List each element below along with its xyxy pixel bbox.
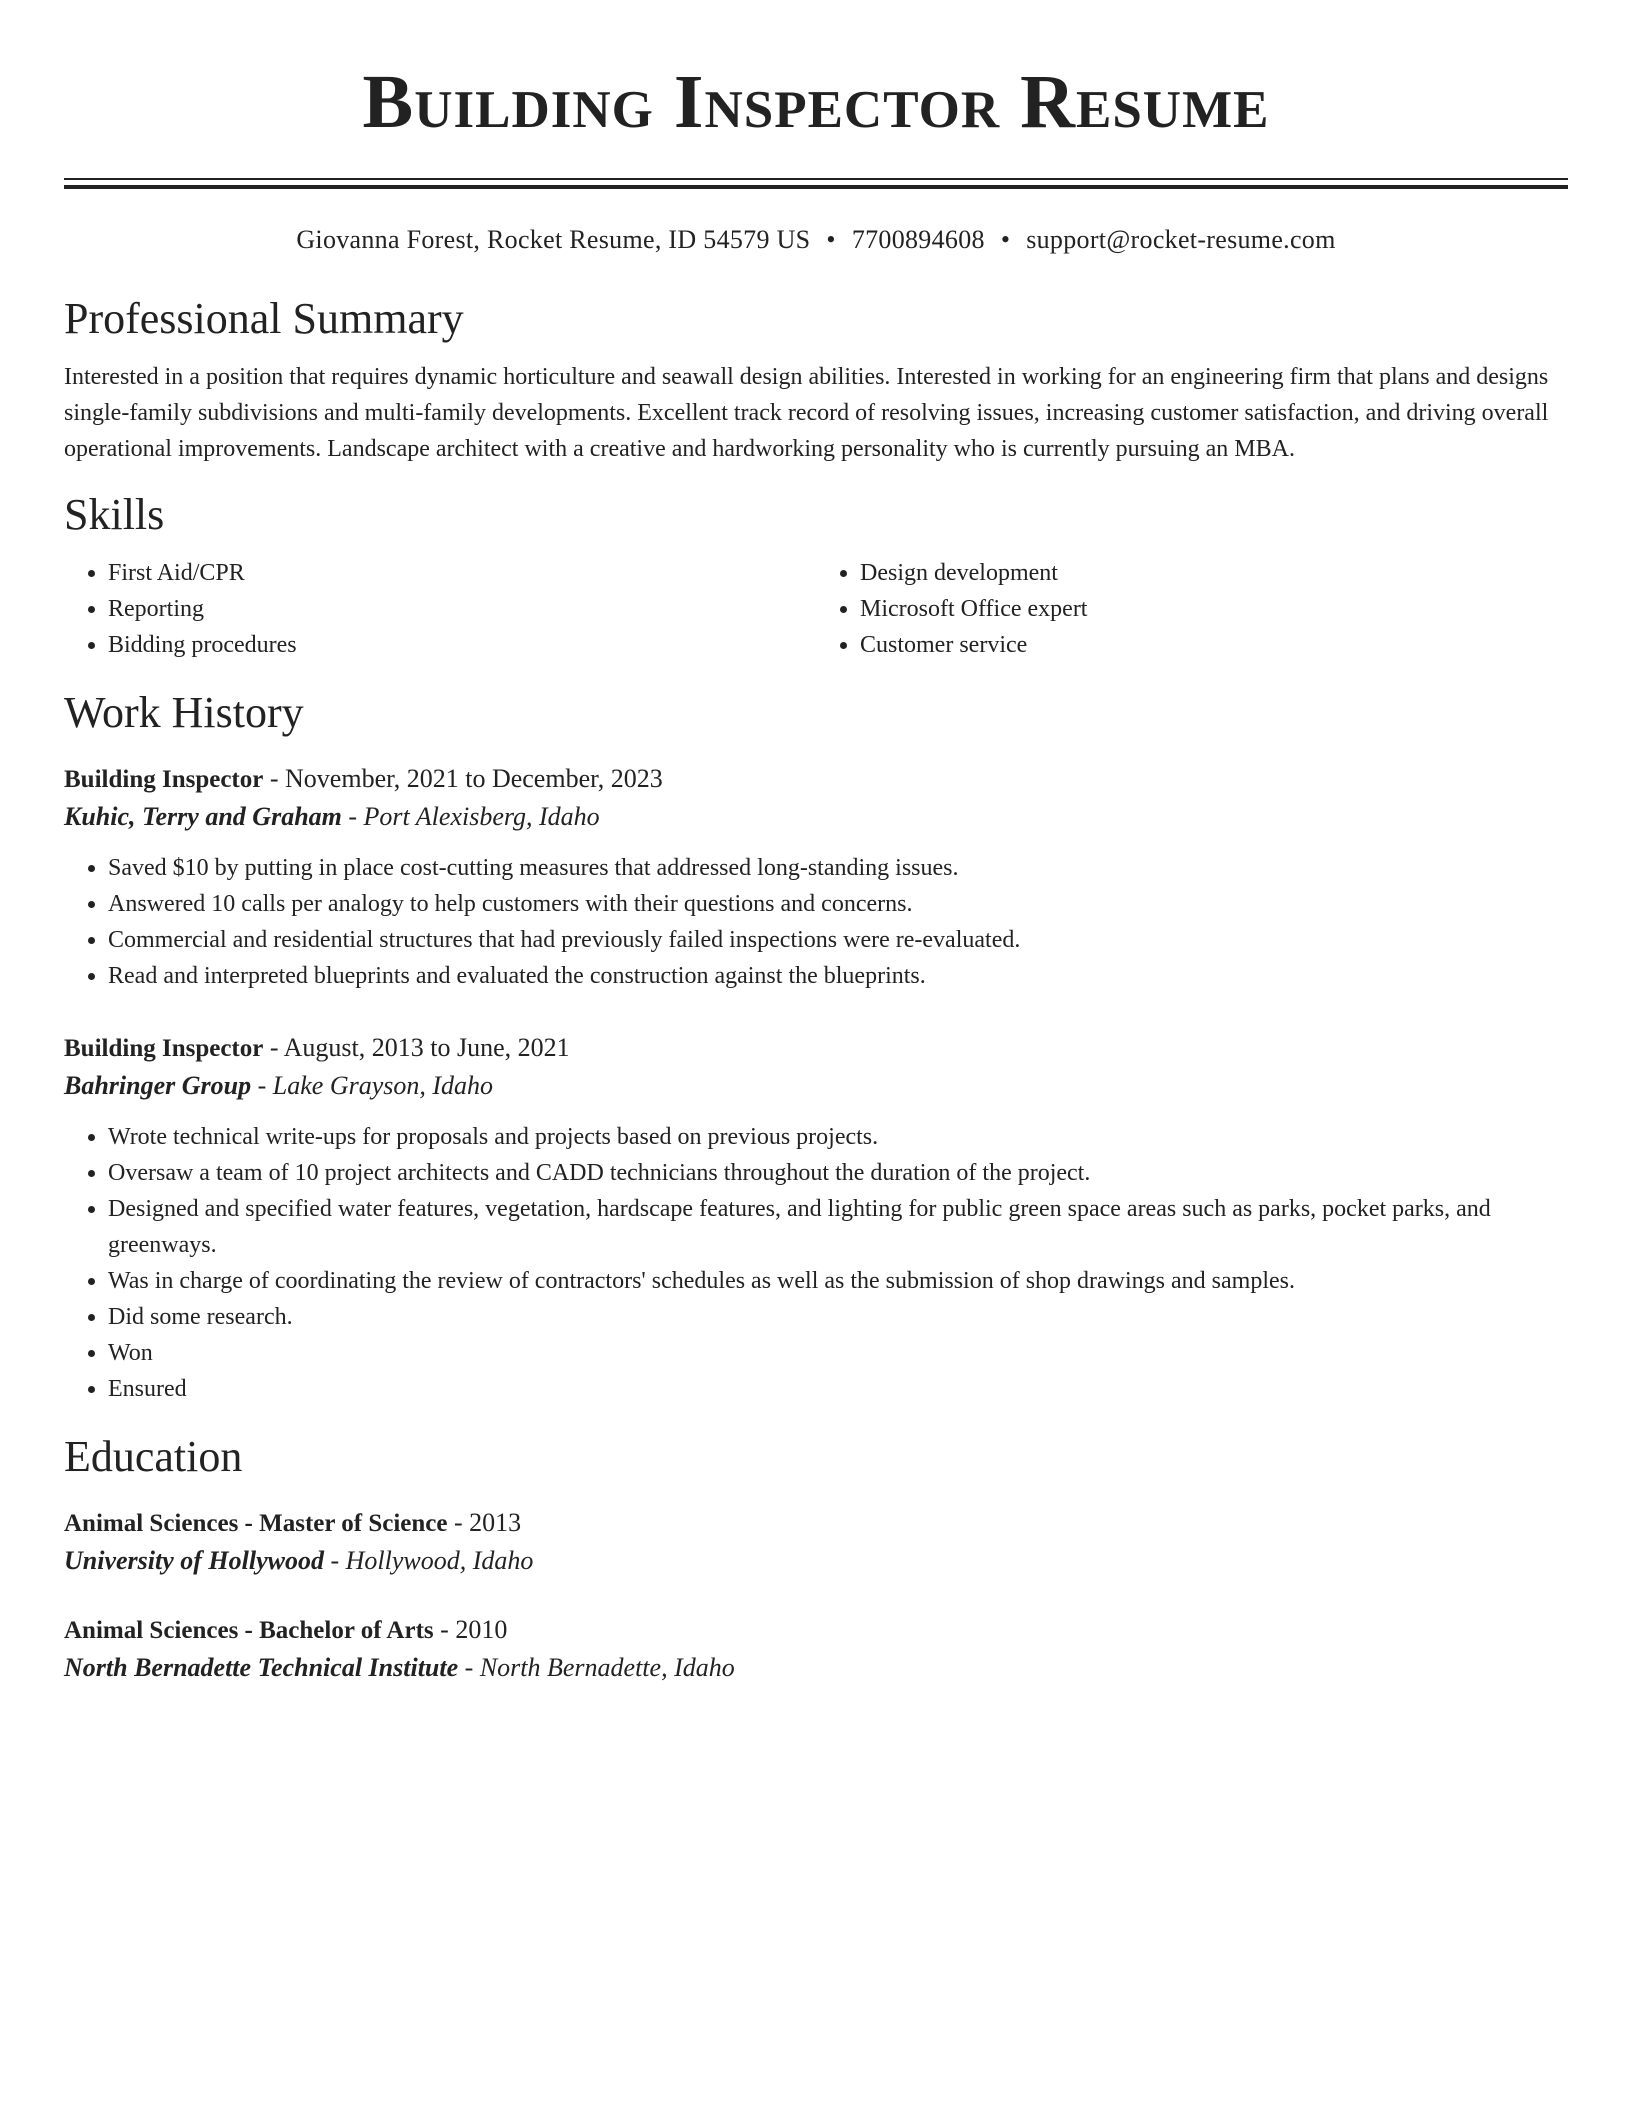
summary-heading: Professional Summary: [64, 294, 464, 343]
dash: -: [269, 764, 279, 793]
education-heading: Education: [64, 1432, 243, 1481]
job-bullet: • Designed and specified water features, vegetation, hardscape features, and lighting for public green space areas such as parks, pocket parks, and greenways.: [108, 1191, 1568, 1263]
contact-line: [64, 223, 1568, 257]
job-title-line: [64, 761, 1568, 798]
work-history-section: [64, 687, 1568, 1407]
job-bullet: • Answered 10 calls per analogy to help customers with their questions and concerns.: [108, 886, 1568, 922]
education-entry: [64, 1612, 1568, 1687]
job-bullet: • Did some research.: [108, 1299, 1568, 1335]
job-title: Building Inspector: [64, 766, 264, 793]
job-company: Kuhic, Terry and Graham: [64, 802, 342, 831]
dash: -: [257, 1071, 267, 1100]
job-bullet: • Saved $10 by putting in place cost-cutting measures that addressed long-standing issues.: [108, 850, 1568, 886]
skill-item: • Design development: [860, 555, 1568, 591]
school-name: University of Hollywood: [64, 1546, 324, 1575]
summary-section: [64, 293, 1568, 467]
skills-list-right: [816, 555, 1568, 663]
school-line: [64, 1649, 1568, 1687]
skills-list-left: [64, 555, 816, 663]
contact-email: support@rocket-resume.com: [1026, 225, 1336, 254]
graduation-year: 2013: [469, 1508, 522, 1537]
job-bullets: [64, 850, 1568, 994]
job-bullet: • Was in charge of coordinating the review of contractors' schedules as well as the submission of shop drawings and samples.: [108, 1263, 1568, 1299]
degree: Animal Sciences - Master of Science: [64, 1510, 448, 1537]
skill-item: • Bidding procedures: [108, 627, 816, 663]
education-entry: [64, 1505, 1568, 1580]
job-location: Lake Grayson, Idaho: [272, 1071, 494, 1100]
skills-columns: [64, 555, 1568, 663]
dash: -: [348, 802, 358, 831]
dash: -: [330, 1546, 340, 1575]
contact-separator: •: [826, 225, 836, 254]
title-divider: [64, 178, 1568, 189]
school-location: Hollywood, Idaho: [345, 1546, 534, 1575]
dash: -: [440, 1615, 449, 1644]
job-bullet: • Read and interpreted blueprints and evaluated the construction against the blueprints.: [108, 958, 1568, 994]
job-company-line: [64, 1067, 1568, 1105]
graduation-year: 2010: [455, 1615, 508, 1644]
job-bullet: • Won: [108, 1335, 1568, 1371]
skills-heading: Skills: [64, 490, 165, 539]
job-title: Building Inspector: [64, 1035, 264, 1062]
skill-item: • Reporting: [108, 591, 816, 627]
resume-title: Building Inspector Resume: [362, 60, 1270, 144]
job-location: Port Alexisberg, Idaho: [363, 802, 600, 831]
job-company-line: [64, 798, 1568, 836]
skill-item: • Customer service: [860, 627, 1568, 663]
contact-phone: 7700894608: [851, 225, 985, 254]
contact-address: Giovanna Forest, Rocket Resume, ID 54579 US: [296, 225, 811, 254]
job-dates: November, 2021 to December, 2023: [285, 764, 663, 793]
school-line: [64, 1542, 1568, 1580]
summary-text: Interested in a position that requires dynamic horticulture and seawall design abilities. Interested in working for an engineering firm that plans and designs single-family subdivisions and multi-family developments. Excellent track record of resolving issues, increasing customer satisfaction, and driving overall operational improvements. Landscape architect with a creative and hardworking personality who is currently pursuing an MBA.: [64, 364, 1549, 462]
job-entry: [64, 761, 1568, 994]
job-dates: August, 2013 to June, 2021: [283, 1033, 570, 1062]
skill-item: • Microsoft Office expert: [860, 591, 1568, 627]
dash: -: [269, 1033, 279, 1062]
job-bullet: • Oversaw a team of 10 project architects and CADD technicians throughout the duration of the project.: [108, 1155, 1568, 1191]
job-bullets: [64, 1119, 1568, 1407]
job-bullet: • Wrote technical write-ups for proposals and projects based on previous projects.: [108, 1119, 1568, 1155]
work-history-heading: Work History: [64, 688, 304, 737]
dash: -: [453, 1508, 463, 1537]
degree: Animal Sciences - Bachelor of Arts: [64, 1617, 434, 1644]
school-name: North Bernadette Technical Institute: [64, 1653, 459, 1682]
dash: -: [464, 1653, 474, 1682]
job-bullet: • Ensured: [108, 1371, 1568, 1407]
skill-item: • First Aid/CPR: [108, 555, 816, 591]
job-bullet: • Commercial and residential structures that had previously failed inspections were re-evaluated.: [108, 922, 1568, 958]
job-entry: [64, 1030, 1568, 1407]
education-section: [64, 1431, 1568, 1687]
job-company: Bahringer Group: [64, 1071, 252, 1100]
job-title-line: [64, 1030, 1568, 1067]
school-location: North Bernadette, Idaho: [479, 1653, 735, 1682]
contact-separator: •: [1000, 225, 1011, 254]
degree-line: [64, 1505, 1568, 1542]
skills-section: [64, 489, 1568, 663]
degree-line: [64, 1612, 1568, 1649]
